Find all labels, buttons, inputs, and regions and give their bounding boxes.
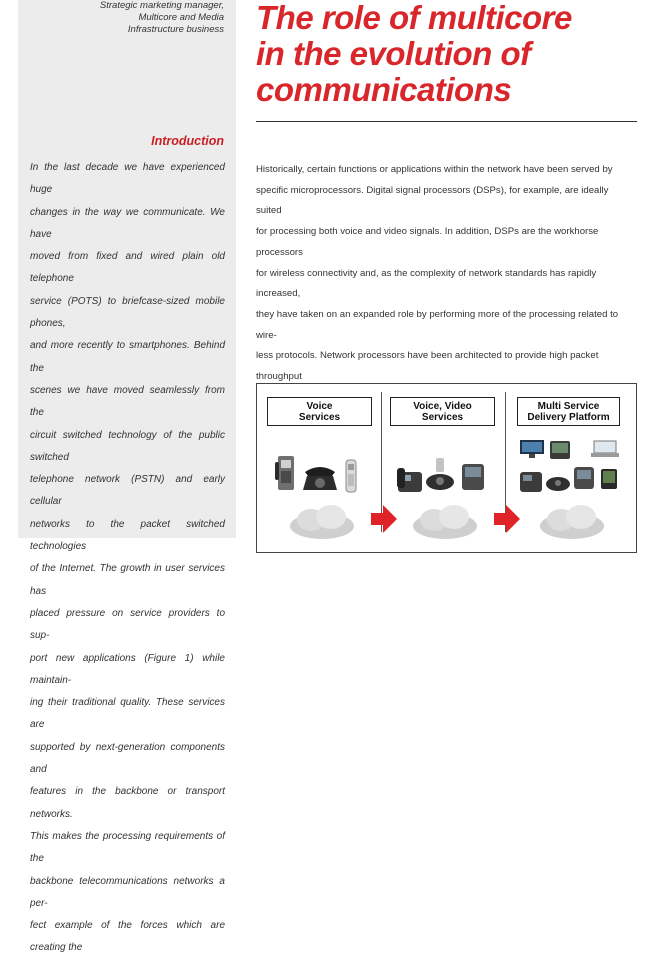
intro-line: supported by next-generation components and: [30, 741, 225, 776]
voice-services-box: [267, 397, 372, 426]
cloud-icon: [410, 502, 480, 542]
box-label: Services: [421, 411, 464, 423]
intro-line: moved from fixed and wired plain old telephone: [30, 251, 225, 285]
author-credit: [100, 0, 224, 36]
title-divider: [256, 121, 637, 122]
body-line: for processing both voice and video signals. In addition, DSPs are the workhorse processors: [256, 226, 599, 258]
intro-line: circuit switched technology of the public switched: [30, 429, 225, 463]
intro-line: ing their traditional quality. These services are: [30, 697, 225, 731]
body-line: Historically, certain functions or applications within the network have been served by: [256, 164, 613, 175]
box-label: Delivery Platform: [527, 411, 610, 423]
intro-line: and more recently to smartphones. Behind the: [30, 340, 225, 374]
intro-heading: Introduction: [151, 134, 224, 148]
laptop-icon: [591, 440, 619, 458]
author-line: Infrastructure business: [127, 24, 224, 35]
intro-line: telephone network (PSTN) and early cellular: [30, 474, 225, 508]
desk-phone-icon: [397, 466, 423, 494]
voice-video-services-box: [390, 397, 495, 426]
payphone-icon: [275, 454, 297, 492]
intro-line: port new applications (Figure 1) while maintain-: [30, 652, 225, 686]
video-phone-icon: [460, 462, 486, 492]
body-line: they have taken on an expanded role by performing more of the processing related to wire-: [256, 308, 619, 341]
intro-line: scenes we have moved seamlessly from the: [30, 384, 225, 419]
body-line: less protocols. Network processors have been architected to provide high packet throughput: [256, 350, 599, 383]
intro-line: changes in the way we communicate. We have: [30, 206, 225, 240]
intro-line: service (POTS) to briefcase-sized mobile phones,: [30, 295, 225, 330]
ip-phone-icon: [519, 468, 543, 494]
intro-line: fect example of the forces which are creating the: [30, 920, 225, 954]
conference-phone-icon: [425, 454, 455, 492]
title-line: The role of multicore: [256, 0, 572, 36]
rotary-phone-icon: [301, 462, 339, 492]
box-label: Voice, Video: [413, 400, 472, 412]
intro-line: In the last decade we have experienced huge: [30, 162, 225, 196]
intro-line: of the Internet. The growth in user services has: [30, 563, 225, 597]
conference-phone-icon: [545, 462, 571, 492]
smartphone-icon: [599, 468, 619, 490]
title-line: in the evolution of: [256, 35, 531, 72]
intro-line: features in the backbone or transport networks.: [30, 786, 225, 820]
monitor-icon: [519, 439, 545, 459]
figure-1: [256, 383, 637, 553]
sidebar: [18, 0, 236, 954]
mobile-device-icon: [549, 440, 571, 460]
author-line: Strategic marketing manager,: [99, 0, 224, 11]
author-line: Multicore and Media: [138, 12, 224, 23]
arrow-right-icon: [371, 505, 397, 533]
video-phone-icon: [573, 466, 595, 490]
box-label: Multi Service: [537, 400, 600, 412]
body-line: for wireless connectivity and, as the complexity of network standards has rapidly increased,: [256, 267, 597, 300]
cloud-icon: [537, 502, 607, 542]
intro-line: backbone telecommunications networks a per-: [30, 875, 225, 909]
intro-line: networks to the packet switched technologies: [30, 518, 225, 553]
arrow-right-icon: [494, 505, 520, 533]
multi-service-platform-box: [517, 397, 620, 426]
box-label: Services: [298, 411, 341, 423]
body-line: specific microprocessors. Digital signal processors (DSPs), for example, are ideally suited: [256, 184, 609, 217]
intro-paragraph: [30, 157, 225, 960]
intro-line: This makes the processing requirements of the: [30, 830, 225, 865]
cloud-icon: [287, 502, 357, 542]
box-label: Voice: [306, 400, 333, 412]
page-title: [256, 0, 656, 108]
cordless-phone-icon: [343, 458, 359, 494]
title-line: communications: [256, 71, 512, 108]
intro-line: placed pressure on service providers to sup-: [30, 607, 225, 642]
